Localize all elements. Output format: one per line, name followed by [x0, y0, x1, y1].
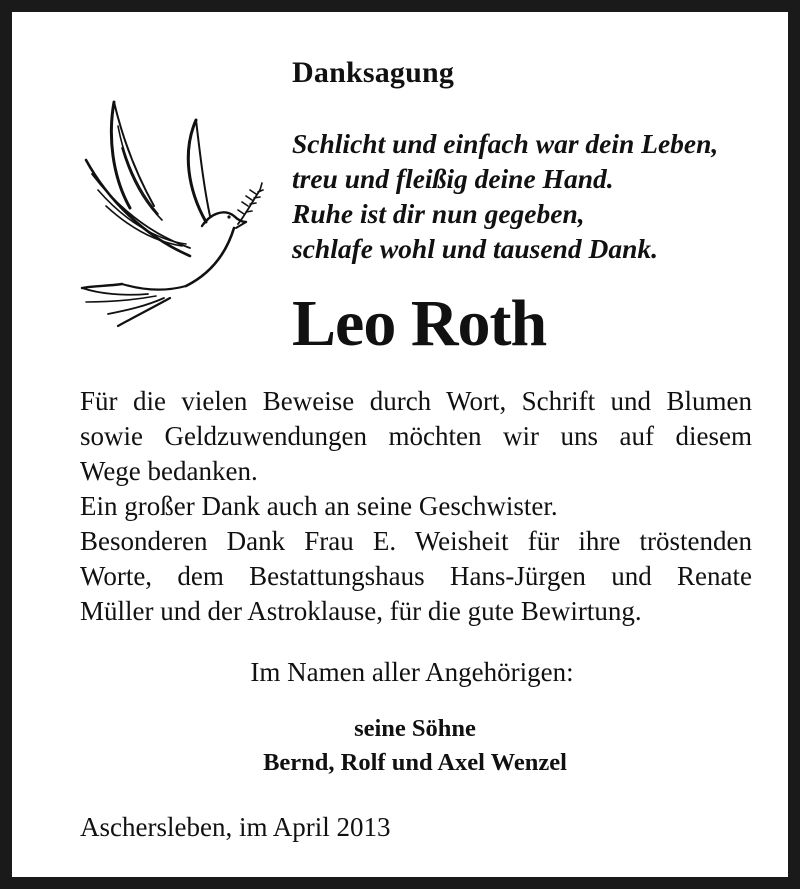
poem-line: schlafe wohl und tausend Dank. — [292, 233, 658, 264]
body-line: Für die vielen Beweise durch Wort, Schrift und Blumen — [80, 386, 752, 416]
place-and-date: Aschersleben, im April 2013 — [80, 812, 391, 842]
body-line: Wege bedanken. — [80, 456, 258, 486]
body-line: sowie Geldzuwendungen möchten wir uns auf diesem — [80, 421, 752, 451]
memorial-poem — [292, 126, 718, 266]
poem-line: treu und fleißig deine Hand. — [292, 163, 614, 194]
body-line: Ein großer Dank auch an seine Geschwister. — [80, 491, 558, 521]
poem-line: Schlicht und einfach war dein Leben, — [292, 128, 719, 159]
body-line: Besonderen Dank Frau E. Weisheit für ihre tröstenden — [80, 526, 752, 556]
signer-line: seine Söhne — [354, 715, 476, 742]
notice-heading: Danksagung — [292, 56, 455, 89]
dove-with-olive-branch-icon — [78, 96, 274, 332]
closing-line: Im Namen aller Angehörigen: — [250, 657, 574, 687]
body-line: Müller und der Astroklause, für die gute Bewirtung. — [80, 596, 642, 626]
signer-line: Bernd, Rolf und Axel Wenzel — [263, 749, 567, 776]
signers — [12, 712, 800, 780]
deceased-name: Leo Roth — [292, 287, 547, 360]
thank-you-text — [80, 384, 752, 629]
body-line: Worte, dem Bestattungshaus Hans-Jürgen und Renate — [80, 561, 752, 591]
poem-line: Ruhe ist dir nun gegeben, — [292, 198, 585, 229]
